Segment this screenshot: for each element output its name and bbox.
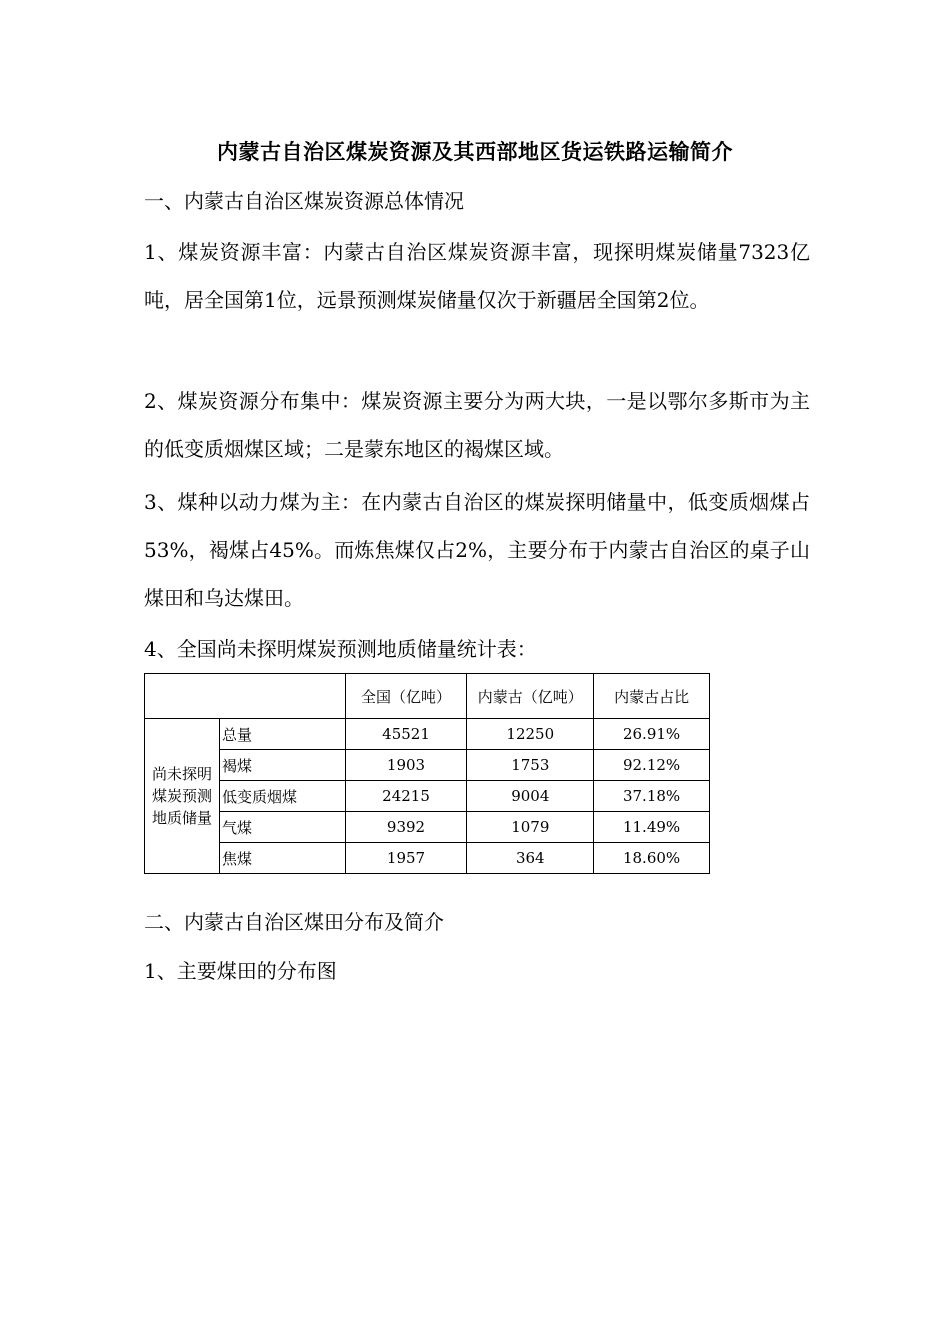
table-header-inner-mongolia: 内蒙古（亿吨） <box>467 674 594 719</box>
group-label-text: 尚未探明煤炭预测地质储量 <box>151 765 212 827</box>
table-cell-share: 92.12% <box>594 750 710 781</box>
table-caption: 4、全国尚未探明煤炭预测地质储量统计表： <box>144 637 537 661</box>
paragraph-coal-distribution: 2、煤炭资源分布集中：煤炭资源主要分为两大块，一是以鄂尔多斯市为主的低变质烟煤区域；二是蒙东地区的褐煤区域。 <box>144 389 810 461</box>
table-cell-share: 11.49% <box>594 812 710 843</box>
table-cell-inner-mongolia: 364 <box>467 843 594 874</box>
coalfield-map-heading: 1、主要煤田的分布图 <box>144 959 337 983</box>
table-cell-share: 37.18% <box>594 781 710 812</box>
table-cell-national: 1957 <box>345 843 467 874</box>
table-row <box>145 750 710 781</box>
table-cell-national: 9392 <box>345 812 467 843</box>
table-cell-category: 焦煤 <box>219 843 345 874</box>
table-cell-inner-mongolia: 12250 <box>467 719 594 750</box>
table-row <box>145 781 710 812</box>
table-cell-share: 18.60% <box>594 843 710 874</box>
table-cell-national: 1903 <box>345 750 467 781</box>
table-row <box>145 843 710 874</box>
table-cell-category: 低变质烟煤 <box>219 781 345 812</box>
table-row <box>145 719 710 750</box>
table-cell-national: 45521 <box>345 719 467 750</box>
table-header-national: 全国（亿吨） <box>345 674 467 719</box>
section1-heading: 一、内蒙古自治区煤炭资源总体情况 <box>144 189 464 213</box>
table-header-row <box>145 674 710 719</box>
table-cell-category: 气煤 <box>219 812 345 843</box>
table-header-empty <box>145 674 346 719</box>
table-header-share: 内蒙古占比 <box>594 674 710 719</box>
paragraph-coal-abundance: 1、煤炭资源丰富：内蒙古自治区煤炭资源丰富，现探明煤炭储量7323亿吨，居全国第1位，远景预测煤炭储量仅次于新疆居全国第2位。 <box>144 240 810 312</box>
table-cell-share: 26.91% <box>594 719 710 750</box>
table-cell-inner-mongolia: 1079 <box>467 812 594 843</box>
table-group-label <box>145 719 220 874</box>
document-title: 内蒙古自治区煤炭资源及其西部地区货运铁路运输简介 <box>217 139 733 164</box>
table-cell-category: 褐煤 <box>219 750 345 781</box>
table-cell-category: 总量 <box>219 719 345 750</box>
coal-reserves-table <box>144 673 710 874</box>
section2-heading: 二、内蒙古自治区煤田分布及简介 <box>144 910 444 934</box>
table-cell-national: 24215 <box>345 781 467 812</box>
table-cell-inner-mongolia: 9004 <box>467 781 594 812</box>
table-row <box>145 812 710 843</box>
table-cell-inner-mongolia: 1753 <box>467 750 594 781</box>
paragraph-coal-types: 3、煤种以动力煤为主：在内蒙古自治区的煤炭探明储量中，低变质烟煤占53%，褐煤占45%。而炼焦煤仅占2%，主要分布于内蒙古自治区的桌子山煤田和乌达煤田。 <box>144 490 810 610</box>
